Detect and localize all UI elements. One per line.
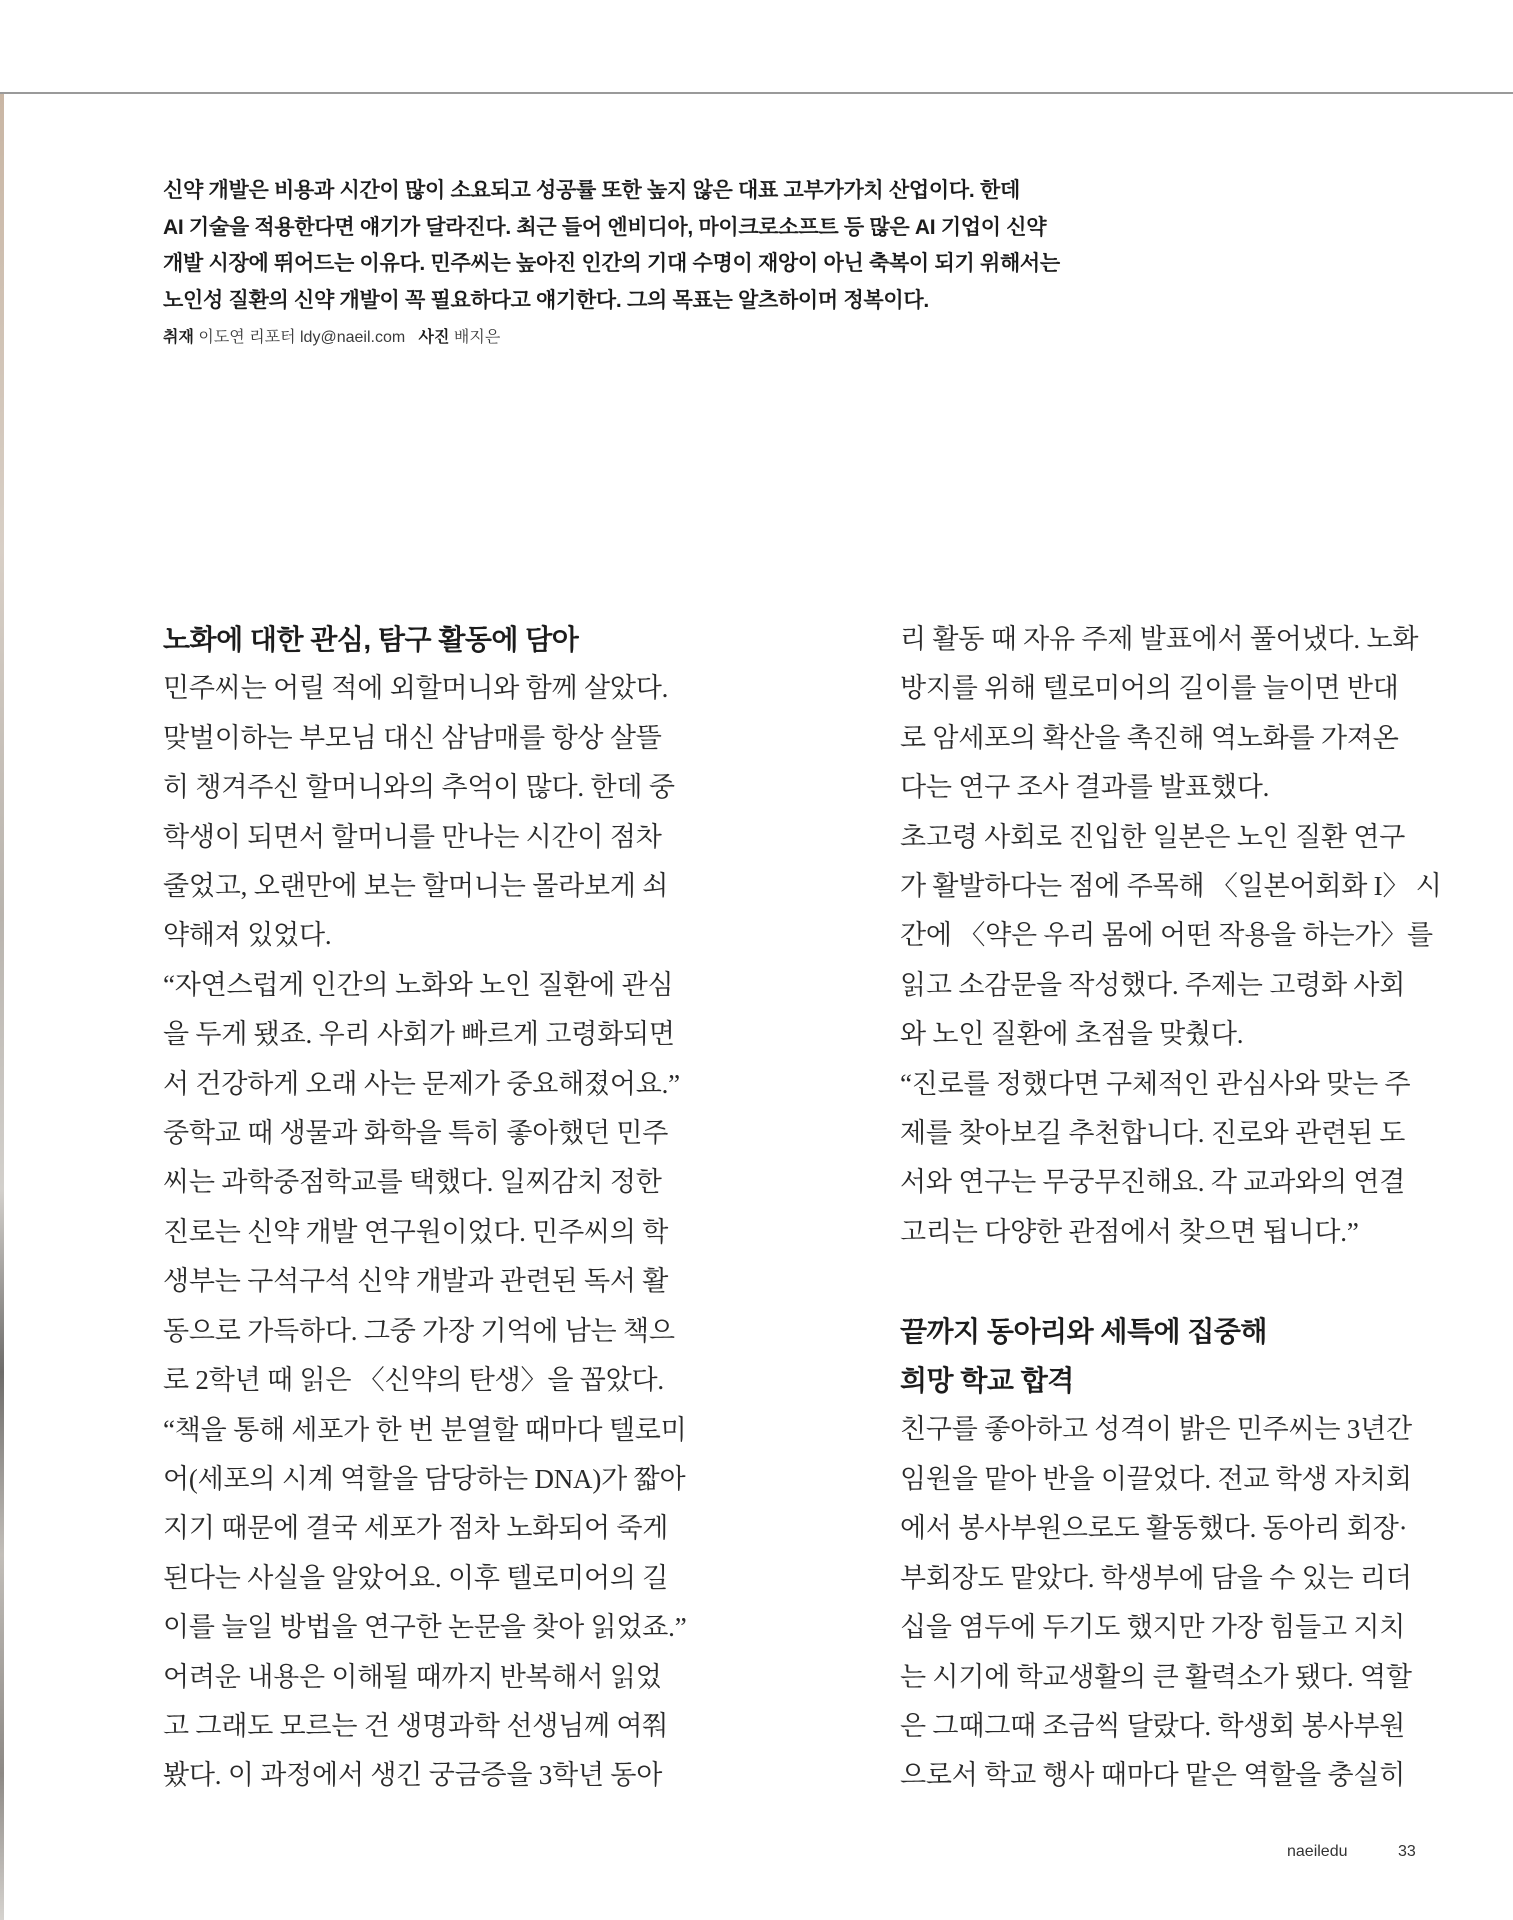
body-line: 다는 연구 조사 결과를 발표했다. <box>900 772 1270 803</box>
body-line: 간에 〈약은 우리 몸에 어떤 작용을 하는가〉를 <box>900 920 1433 951</box>
lead-line: AI 기술을 적용한다면 얘기가 달라진다. 최근 들어 엔비디아, 마이크로소프트 등 많은 AI 기업이 신약 <box>163 215 1047 239</box>
body-line: 초고령 사회로 진입한 일본은 노인 질환 연구 <box>900 821 1406 852</box>
body-line: 리 활동 때 자유 주제 발표에서 풀어냈다. 노화 <box>900 624 1419 654</box>
section-heading: 노화에 대한 관심, 탐구 활동에 담아 <box>163 624 579 655</box>
section-heading: 끝까지 동아리와 세특에 집중해 <box>900 1315 1267 1347</box>
body-line: 임원을 맡아 반을 이끌었다. 전교 학생 자치회 <box>900 1463 1412 1494</box>
body-line: 민주씨는 어릴 적에 외할머니와 함께 살았다. <box>163 673 669 704</box>
section-heading: 희망 학교 합격 <box>900 1365 1074 1397</box>
left-column <box>163 615 693 1801</box>
body-line: 서 건강하게 오래 사는 문제가 중요해졌어요.” <box>163 1068 680 1099</box>
body-line: 중학교 때 생물과 화학을 특히 좋아했던 민주 <box>163 1118 669 1149</box>
body-line: 읽고 소감문을 작성했다. 주제는 고령화 사회 <box>900 969 1406 1000</box>
body-line: 봤다. 이 과정에서 생긴 궁금증을 3학년 동아 <box>163 1760 663 1791</box>
top-divider <box>0 92 1513 94</box>
byline <box>163 327 500 349</box>
body-line: 으로서 학교 행사 때마다 맡은 역할을 충실히 <box>900 1760 1406 1791</box>
lead-line: 개발 시장에 뛰어드는 이유다. 민주씨는 높아진 인간의 기대 수명이 재앙이 아닌 축복이 되기 위해서는 <box>163 252 1060 275</box>
body-line: 친구를 좋아하고 성격이 밝은 민주씨는 3년간 <box>900 1414 1412 1445</box>
body-line: 는 시기에 학교생활의 큰 활력소가 됐다. 역할 <box>900 1661 1412 1692</box>
body-line: 생부는 구석구석 신약 개발과 관련된 독서 활 <box>163 1266 669 1297</box>
body-line: 부회장도 맡았다. 학생부에 담을 수 있는 리더 <box>900 1562 1412 1593</box>
body-line: “진로를 정했다면 구체적인 관심사와 맞는 주 <box>900 1068 1411 1099</box>
right-column <box>900 615 1442 1801</box>
body-line: 맞벌이하는 부모님 대신 삼남매를 항상 살뜰 <box>163 722 662 753</box>
body-line: 지기 때문에 결국 세포가 점차 노화되어 죽게 <box>163 1513 669 1544</box>
body-line: 씨는 과학중점학교를 택했다. 일찌감치 정한 <box>163 1167 662 1198</box>
interview-credit: 이도연 리포터 ldy@naeil.com <box>198 329 406 346</box>
body-line: 약해져 있었다. <box>163 920 332 951</box>
body-line: 학생이 되면서 할머니를 만나는 시간이 점차 <box>163 821 662 852</box>
body-line: “책을 통해 세포가 한 번 분열할 때마다 텔로미 <box>163 1414 687 1445</box>
interview-label: 취재 <box>163 329 194 346</box>
body-line: 된다는 사실을 알았어요. 이후 텔로미어의 길 <box>163 1562 669 1593</box>
body-line: 로 암세포의 확산을 촉진해 역노화를 가져온 <box>900 722 1399 753</box>
body-line: 을 두게 됐죠. 우리 사회가 빠르게 고령화되면 <box>163 1019 675 1050</box>
left-photo-edge <box>0 94 4 1920</box>
body-line: 제를 찾아보길 추천합니다. 진로와 관련된 도 <box>900 1118 1406 1149</box>
body-line: 방지를 위해 텔로미어의 길이를 늘이면 반대 <box>900 673 1399 704</box>
body-line: 줄었고, 오랜만에 보는 할머니는 몰라보게 쇠 <box>163 871 669 902</box>
page-number: 33 <box>1398 1843 1416 1860</box>
body-line: 고 그래도 모르는 건 생명과학 선생님께 여쭤 <box>163 1710 669 1741</box>
body-line: 이를 늘일 방법을 연구한 논문을 찾아 읽었죠.” <box>163 1612 687 1643</box>
body-line: 동으로 가득하다. 그중 가장 기억에 남는 책으 <box>163 1315 675 1346</box>
body-line: 로 2학년 때 읽은 〈신약의 탄생〉을 꼽았다. <box>163 1365 664 1396</box>
body-line: “자연스럽게 인간의 노화와 노인 질환에 관심 <box>163 969 674 1000</box>
body-line: 어(세포의 시계 역할을 담당하는 DNA)가 짧아 <box>163 1463 686 1494</box>
body-line: 와 노인 질환에 초점을 맞췄다. <box>900 1019 1244 1050</box>
lead-line: 신약 개발은 비용과 시간이 많이 소요되고 성공률 또한 높지 않은 대표 고부가가치 산업이다. 한데 <box>163 179 1020 202</box>
body-line: 어려운 내용은 이해될 때까지 반복해서 읽었 <box>163 1661 662 1692</box>
lead-paragraph <box>163 173 1193 319</box>
paragraph-gap <box>900 1257 1430 1306</box>
photo-credit: 배지은 <box>453 329 501 346</box>
body-line: 은 그때그때 조금씩 달랐다. 학생회 봉사부원 <box>900 1710 1406 1741</box>
body-line: 고리는 다양한 관점에서 찾으면 됩니다.” <box>900 1216 1359 1247</box>
body-line: 진로는 신약 개발 연구원이었다. 민주씨의 학 <box>163 1216 669 1247</box>
body-line: 십을 염두에 두기도 했지만 가장 힘들고 지치 <box>900 1612 1406 1643</box>
body-line: 가 활발하다는 점에 주목해 〈일본어회화 I〉 시 <box>900 871 1442 902</box>
lead-line: 노인성 질환의 신약 개발이 꼭 필요하다고 얘기한다. 그의 목표는 알츠하이머 정복이다. <box>163 288 929 312</box>
footer-brand: naeiledu <box>1287 1843 1348 1860</box>
body-line: 서와 연구는 무궁무진해요. 각 교과와의 연결 <box>900 1167 1406 1198</box>
photo-label: 사진 <box>418 329 450 346</box>
body-line: 히 챙겨주신 할머니와의 추억이 많다. 한데 중 <box>163 772 675 803</box>
body-line: 에서 봉사부원으로도 활동했다. 동아리 회장· <box>900 1513 1408 1544</box>
